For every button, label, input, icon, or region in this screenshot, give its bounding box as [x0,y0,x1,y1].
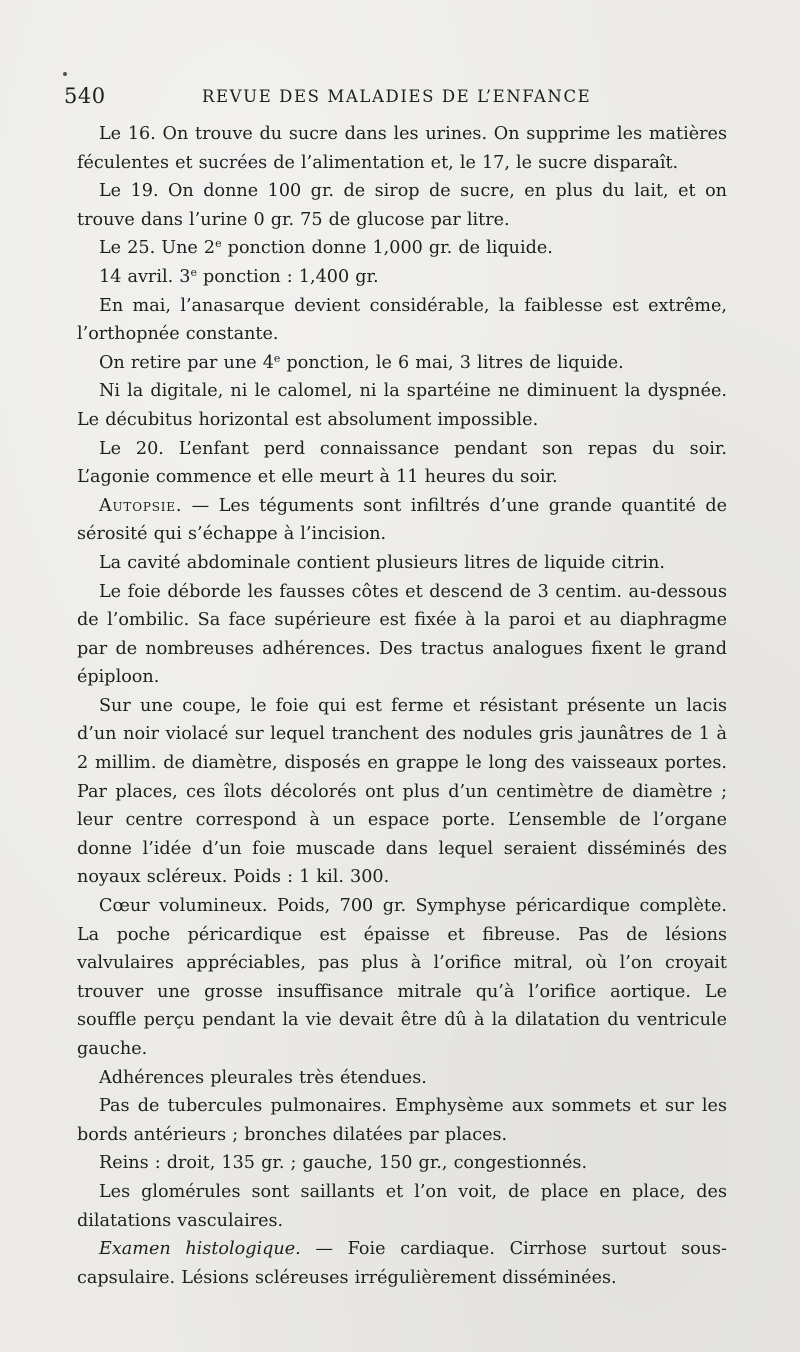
paragraph: Les glomérules sont saillants et l’on voit, de place en place, des dilatations vasculaires. [77,1181,727,1231]
paragraph: Ni la digitale, ni le calomel, ni la spartéine ne diminuent la dyspnée. Le décubitus horizontal est absolument impossible. [77,381,727,430]
superscript: e [190,265,197,279]
paragraph: Sur une coupe, le foie qui est ferme et résistant présente un lacis d’un noir violacé sur lequel tranchent des nodules gris jaunâtres de 1 à 2 millim. de diamètre, disposés en grappe le long des vaisseaux portes. Par places, ces îlots décolorés ont plus d’un centimètre de diamètre ; leur centre correspond à un espace porte. L’ensemble de l’organe donne l’idée d’un foie muscade dans lequel seraient disséminés des noyaux scléreux. Poids : 1 kil. 300. [77,695,727,888]
paragraph [77,263,727,292]
paragraph-text: Le 25. Une 2 [99,238,216,259]
paragraph-text: — Les téguments sont infiltrés d’une grande quantité de sérosité qui s’échappe à l’incision. [77,495,727,545]
section-label-autopsie: Autopsie. [99,495,183,516]
superscript: e [273,351,281,365]
paragraph-text: ponction, le 6 mai, 3 litres de liquide. [280,352,624,373]
paragraph-text: ponction : 1,400 gr. [196,266,379,287]
paragraph: Le 19. On donne 100 gr. de sirop de sucre, en plus du lait, et on trouve dans l’urine 0 gr. 75 de glucose par litre. [77,181,727,230]
running-title: REVUE DES MALADIES DE L’ENFANCE [202,87,592,106]
paragraph-text: On retire par une 4 [99,352,274,373]
paragraph: Le 16. On trouve du sucre dans les urines. On supprime les matières féculentes et sucrées de l’alimentation et, le 17, le sucre disparaît. [77,124,727,173]
paragraph: La cavité abdominale contient plusieurs litres de liquide citrin. [99,552,665,573]
paragraph [77,1235,727,1292]
paragraph: Le foie déborde les fausses côtes et descend de 3 centim. au-dessous de l’ombilic. Sa face supérieure est fixée à la paroi et au diaphragme par de nombreuses adhérences. Des tractus analogues fixent le grand épiploon. [77,581,727,688]
page-number: 540 [64,84,106,108]
paragraph-text: ponction donne 1,000 gr. de liquide. [221,238,553,259]
ink-speck [63,72,67,76]
paragraph: En mai, l’anasarque devient considérable, la faiblesse est extrême, l’orthopnée constante. [77,295,727,345]
paragraph: Le 20. L’enfant perd connaissance pendant son repas du soir. L’agonie commence et elle meurt à 11 heures du soir. [77,438,727,488]
paragraph [77,492,727,549]
superscript: e [215,237,222,251]
paragraph-text: — Foie cardiaque. Cirrhose surtout sous-capsulaire. Lésions scléreuses irrégulièrement disséminées. [77,1239,727,1288]
paragraph: Adhérences pleurales très étendues. [99,1067,427,1088]
paragraph: Pas de tubercules pulmonaires. Emphysème aux sommets et sur les bords antérieurs ; bronches dilatées par places. [77,1096,727,1145]
section-label-examen: Examen histologique. [99,1239,301,1260]
paragraph [77,234,727,263]
paragraph: Reins : droit, 135 gr. ; gauche, 150 gr., congestionnés. [99,1153,588,1174]
paragraph: Cœur volumineux. Poids, 700 gr. Symphyse péricardique complète. La poche péricardique est épaisse et fibreuse. Pas de lésions valvulaires appréciables, pas plus à l’orifice mitral, où l’on croyait trouver une grosse insuffisance mitrale qu’à l’orifice aortique. Le souffle perçu pendant la vie devait être dû à la dilatation du ventricule gauche. [77,896,727,1059]
paragraph [77,349,727,378]
page-header [64,84,734,114]
paragraph-text: 14 avril. 3 [99,266,191,287]
body-text [77,120,727,1292]
